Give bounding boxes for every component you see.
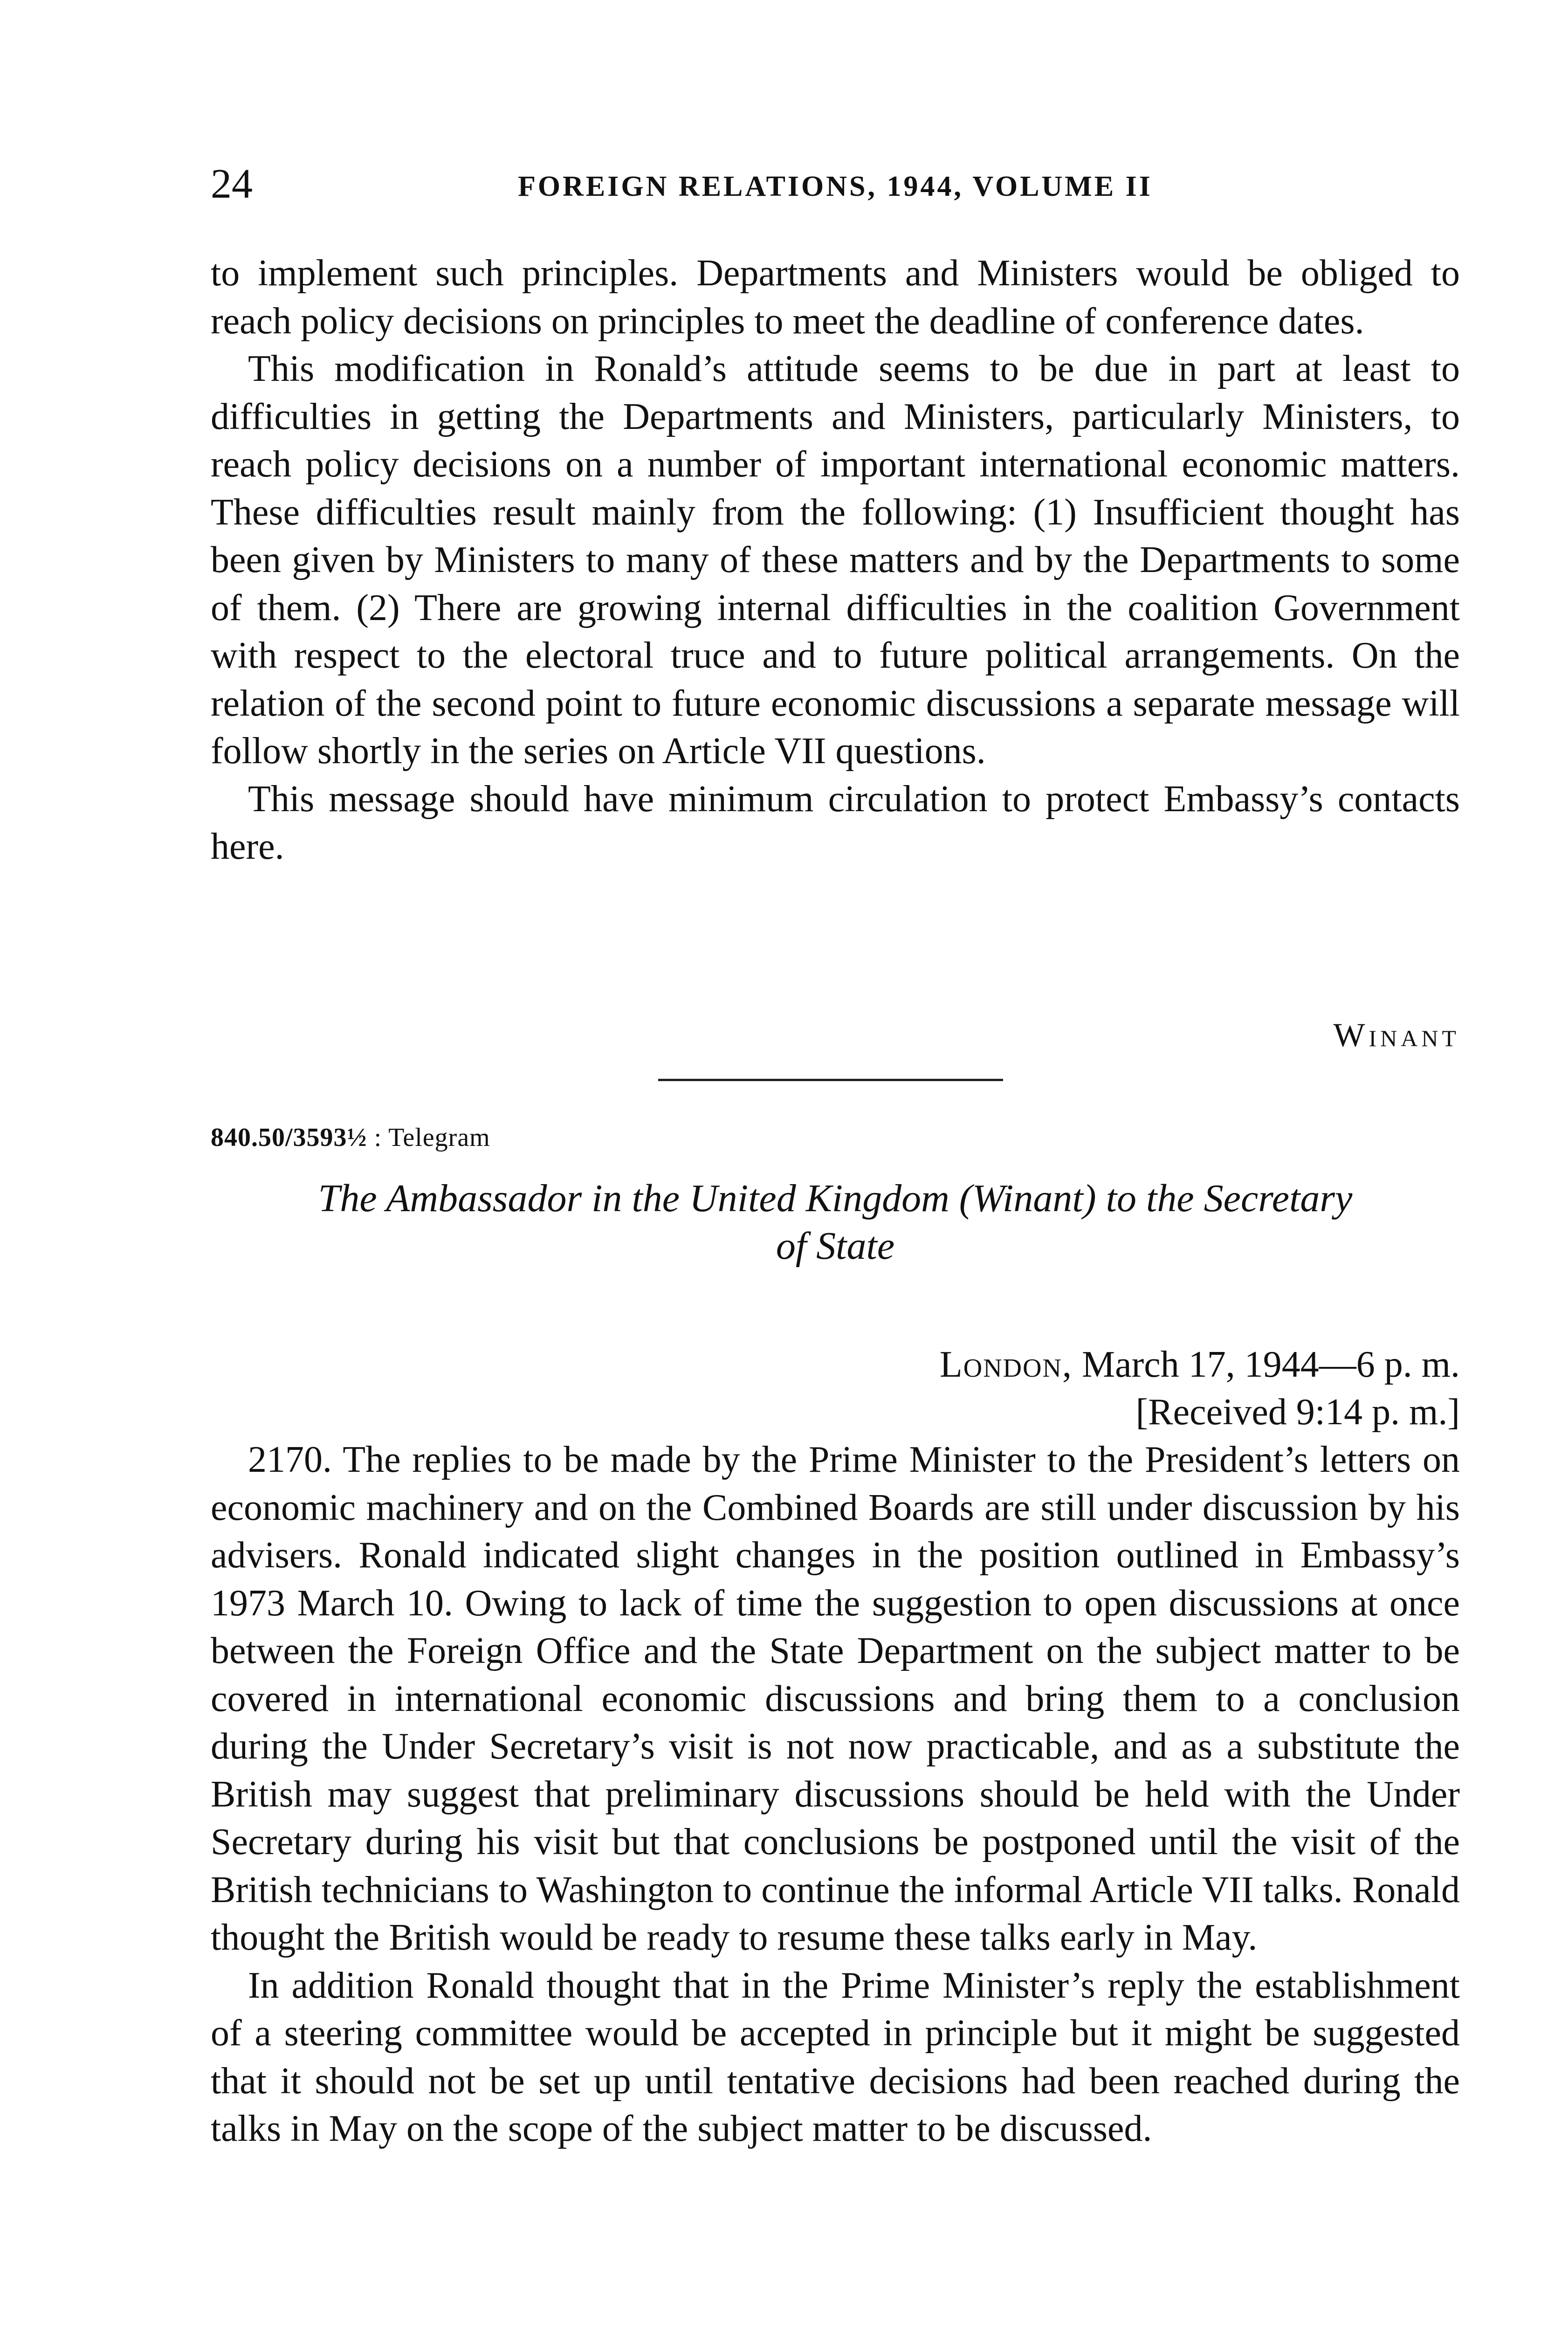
section-divider (658, 1079, 1003, 1081)
continuation-paragraph: to implement such principles. Departments and Ministers would be obliged to reach policy decisions on principles to meet the deadline of conference dates. (211, 253, 1460, 342)
document-heading (211, 1175, 1460, 1270)
telegram-body (211, 1436, 1460, 2153)
dateline-place: London, (939, 1344, 1073, 1385)
received-note: [Received 9:14 p. m.] (1135, 1392, 1460, 1433)
heading-line: of State (776, 1224, 895, 1268)
signature-winant: Winant (1333, 1016, 1460, 1054)
file-type: : Telegram (374, 1123, 490, 1152)
telegram-paragraph: 2170. The replies to be made by the Prime Minister to the President’s letters on economic machinery and on the Combined Boards are still under discussion by his advisers. Ronald indicated slight changes in the position outlined in Embassy’s 1973 March 10. Owing to lack of time the suggestion to open discussions at once between the Foreign Office and the State Department on the subject matter to be covered in international economic discussions and bring them to a conclusion during the Under Secretary’s visit is not now practicable, and as a substitute the British may suggest that preliminary discussions should be held with the Under Secretary during his visit but that conclusions be postponed until the visit of the British technicians to Washington to continue the informal Article VII talks. Ronald thought the British would be ready to resume these talks early in May. (211, 1439, 1460, 1958)
continuation-text (211, 249, 1460, 871)
dateline-date: March 17, 1944—6 p. m. (1081, 1344, 1460, 1385)
continuation-paragraph: This modification in Ronald’s attitude seems to be due in part at least to difficulties in getting the Departments and Ministers, particularly Ministers, to reach policy decisions on a number of important international economic matters. These difficulties result mainly from the following: (1) Insufficient thought has been given by Ministers to many of these matters and by the Departments to some of them. (2) There are growing internal difficulties in the coalition Government with respect to the electoral truce and to future political arrangements. On the relation of the second point to future economic discussions a separate message will follow shortly in the series on Article VII questions. (211, 348, 1460, 772)
running-title: FOREIGN RELATIONS, 1944, VOLUME II (518, 171, 1153, 202)
continuation-paragraph: This message should have minimum circulation to protect Embassy’s contacts here. (211, 778, 1460, 867)
dateline (761, 1341, 1460, 1436)
file-reference (211, 1119, 490, 1156)
file-number: 840.50/3593½ (211, 1123, 367, 1152)
running-head (211, 159, 1460, 210)
telegram-paragraph: In addition Ronald thought that in the Prime Minister’s reply the establishment of a steering committee would be accepted in principle but it might be suggested that it should not be set up until tentative decisions had been reached during the talks in May on the scope of the subject matter to be discussed. (211, 1965, 1460, 2149)
heading-line: The Ambassador in the United Kingdom (Winant) to the Secretary (318, 1177, 1353, 1220)
page-number: 24 (211, 161, 253, 207)
